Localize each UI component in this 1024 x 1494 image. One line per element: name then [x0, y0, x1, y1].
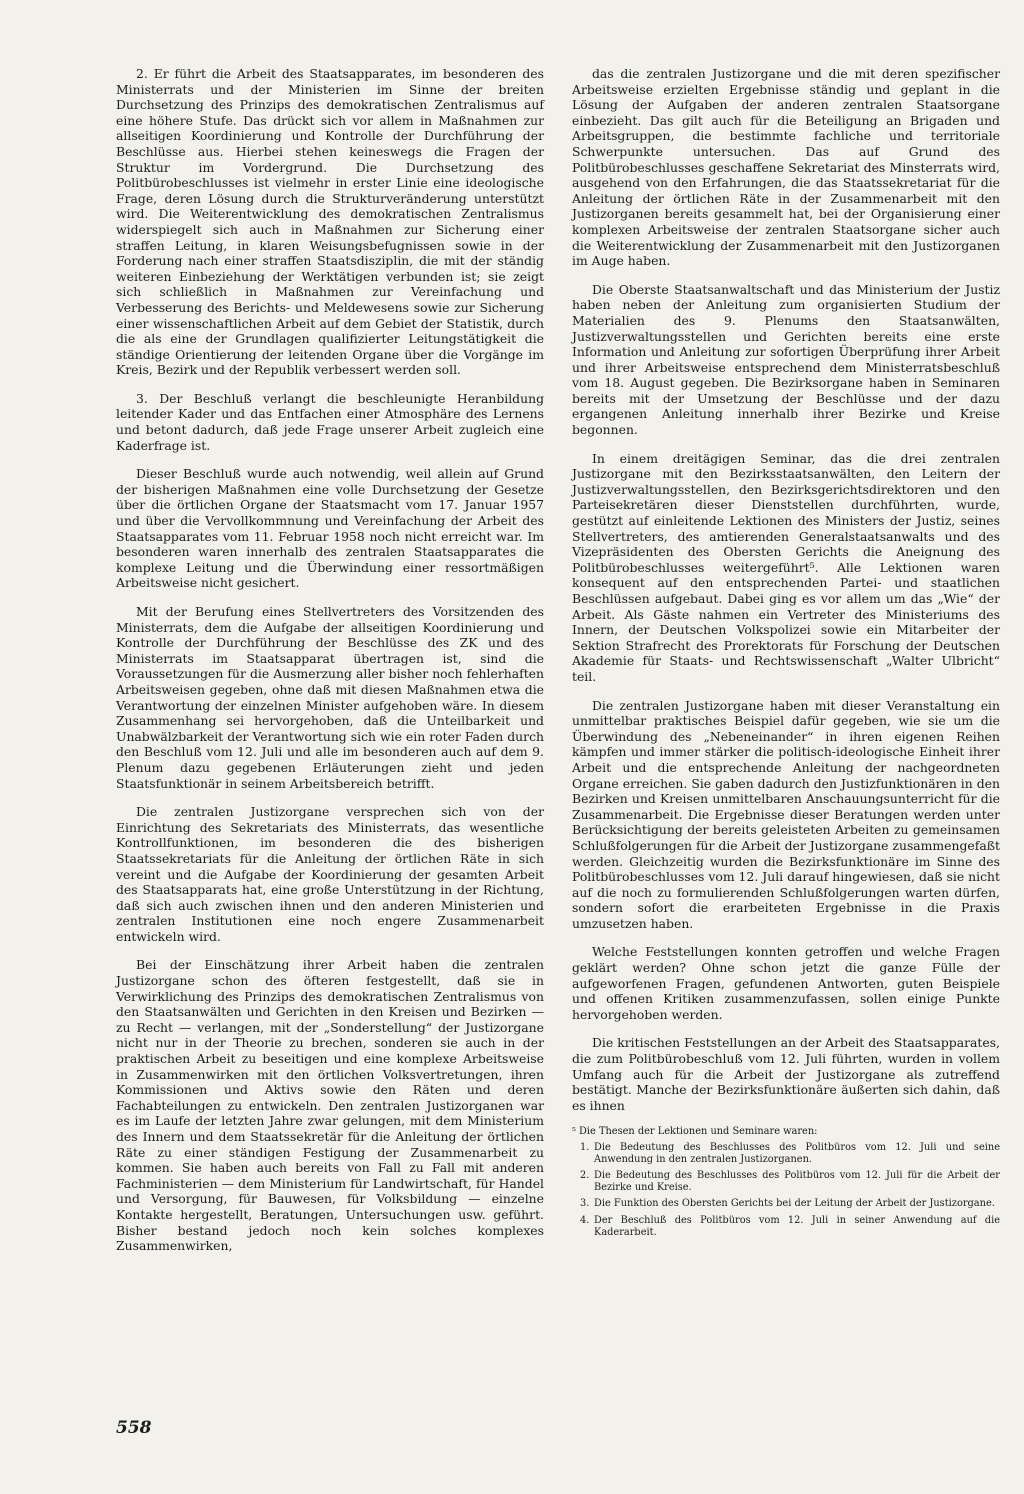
- paragraph: Die zentralen Justizorgane versprechen sich von der Einrichtung des Sekretariats des Ministerrats, das wesentliche Kontrollfunktionen, im besonderen die des bisherigen Staatssekretariats für die Anleitung der örtlichen Räte in sich vereint und die Aufgabe der Koordinierung der gesamten Arbeit des Staatsapparats hat, eine große Unterstützung in der Richtung, daß sich auch zwischen ihnen und den anderen Ministerien und zentralen Institutionen eine noch engere Zusammenarbeit entwickeln wird.: [116, 804, 544, 944]
- right-column: [572, 66, 1000, 1267]
- footnote-item-text: Die Funktion des Obersten Gerichts bei der Leitung der Arbeit der Justizorgane.: [594, 1198, 995, 1210]
- text-columns: [116, 66, 1024, 1267]
- footnote-item: [572, 1198, 1000, 1210]
- footnote-item-number: 2.: [580, 1170, 590, 1182]
- paragraph: Die kritischen Feststellungen an der Arbeit des Staatsapparates, die zum Politbürobeschluß vom 12. Juli führten, wurden in vollem Umfang auch für die Arbeit der Justizorgane als zutreffend bestätigt. Manche der Bezirksfunktionäre äußerten sich dahin, daß es ihnen: [572, 1035, 1000, 1113]
- paragraph: 3. Der Beschluß verlangt die beschleunigte Heranbildung leitender Kader und das Entfachen einer Atmosphäre des Lernens und betont dadurch, daß jede Frage unserer Arbeit zugleich eine Kaderfrage ist.: [116, 390, 544, 453]
- paragraph: Die Oberste Staatsanwaltschaft und das Ministerium der Justiz haben neben der Anleitung zum organisierten Studium der Materialien des 9. Plenums den Staatsanwälten, Justizverwaltungsstellen und Gerichten bereits eine erste Information und Anleitung zur sofortigen Überprüfung ihrer Arbeit und ihrer Arbeitsweise entsprechend dem Ministerratsbeschluß vom 18. August gegeben. Die Bezirksorgane haben in Seminaren bereits mit der Umsetzung der Beschlüsse und der dazu ergangenen Anleitung innerhalb ihrer Bezirke und Kreise begonnen.: [572, 281, 1000, 438]
- footnote-item-text: Der Beschluß des Politbüros vom 12. Juli in seiner Anwendung auf die Kaderarbeit.: [594, 1214, 1000, 1238]
- paragraph: 2. Er führt die Arbeit des Staatsapparates, im besonderen des Ministerrats und der Ministerien im Sinne der breiten Durchsetzung des Prinzips des demokratischen Zentralismus auf eine höhere Stufe. Das drückt sich vor allem in Maßnahmen zur allseitigen Koordinierung und Kontrolle der Durchführung der Beschlüsse aus. Hierbei stehen keineswegs die Fragen der Struktur im Vordergrund. Die Durchsetzung des Politbürobeschlusses ist vielmehr in erster Linie eine ideologische Frage, deren Lösung durch die Strukturveränderung unterstützt wird. Die Weiterentwicklung des demokratischen Zentralismus widerspiegelt sich auch in Maßnahmen zur Sicherung einer straffen Leitung, in klaren Weisungsbefugnissen sowie in der Forderung nach einer straffen Staatsdisziplin, die mit der ständig weiteren Einbeziehung der Werktätigen verbunden ist; sie zeigt sich schließlich in Maßnahmen zur Vereinfachung und Verbesserung des Berichts- und Meldewesens sowie zur Sicherung einer wissenschaftlichen Arbeit auf dem Gebiet der Statistik, durch die als eine der Grundlagen qualifizierter Leitungstätigkeit die ständige Orientierung der leitenden Organe über die Vorgänge im Kreis, Bezirk und der Republik verbessert werden soll.: [116, 66, 544, 378]
- paragraph: In einem dreitägigen Seminar, das die drei zentralen Justizorgane mit den Bezirksstaatsanwälten, den Leitern der Justizverwaltungsstellen, den Bezirksgerichtsdirektoren und den Parteisekretären dieser Dienststellen durchführten, wurde, gestützt auf einleitende Lektionen des Ministers der Justiz, seines Stellvertreters, des amtierenden Generalstaatsanwalts und des Vizepräsidenten des Obersten Gerichts die Aneignung des Politbürobeschlusses weitergeführt⁵. Alle Lektionen waren konsequent auf den entsprechenden Partei- und staatlichen Beschlüssen aufgebaut. Dabei ging es vor allem um das „Wie“ der Arbeit. Als Gäste nahmen ein Vertreter des Ministeriums des Innern, der Deutschen Volkspolizei sowie ein Mitarbeiter der Sektion Strafrecht des Prorektorats für Forschung der Deutschen Akademie für Staats- und Rechtswissenschaft „Walter Ulbricht“ teil.: [572, 450, 1000, 684]
- paragraph: das die zentralen Justizorgane und die mit deren spezifischer Arbeitsweise erzielten Ergebnisse ständig und geplant in die Lösung der Aufgaben der anderen zentralen Staatsorgane einbezieht. Das gilt auch für die Beteiligung an Brigaden und Arbeitsgruppen, die bestimmte fachliche und territoriale Schwerpunkte untersuchen. Das auf Grund des Politbürobeschlusses geschaffene Sekretariat des Minsterrats wird, ausgehend von den Erfahrungen, die das Staatssekretariat für die Anleitung der örtlichen Räte in der Zusammenarbeit mit den Justizorganen bereits gesammelt hat, bei der Organisierung einer komplexen Arbeitsweise der zentralen Staatsorgane sicher auch die Weiterentwicklung der Zusammenarbeit mit den Justizorganen im Auge haben.: [572, 66, 1000, 269]
- footnote-item-text: Die Bedeutung des Beschlusses des Politbüros vom 12. Juli und seine Anwendung in den zentralen Justizorganen.: [594, 1141, 1000, 1165]
- paragraph: Bei der Einschätzung ihrer Arbeit haben die zentralen Justizorgane schon des öfteren festgestellt, daß sie in Verwirklichung des Prinzips des demokratischen Zentralismus von den Staatsanwälten und Gerichten in den Kreisen und Bezirken — zu Recht — verlangen, mit der „Sonderstellung“ der Justizorgane nicht nur in der Theorie zu brechen, sonderen sie auch in der praktischen Arbeit zu beseitigen und eine komplexe Arbeitsweise in Zusammenwirken mit den örtlichen Volksvertretungen, ihren Kommissionen und Aktivs sowie den Räten und deren Fachabteilungen zu entwickeln. Den zentralen Justizorganen war es im Laufe der letzten Jahre zwar gelungen, mit dem Ministerium des Innern und dem Staatssekretär für die Anleitung der örtlichen Räte zu einer ständigen Festigung der Zusammenarbeit zu kommen. Sie haben auch bereits von Fall zu Fall mit anderen Fachministerien — dem Ministerium für Landwirtschaft, für Handel und Versorgung, für Bauwesen, für Volksbildung — einzelne Kontakte hergestellt, Beratungen, Untersuchungen usw. geführt. Bisher bestand jedoch noch kein solches komplexes Zusammenwirken,: [116, 957, 544, 1254]
- footnote-item-text: Die Bedeutung des Beschlusses des Politbüros vom 12. Juli für die Arbeit der Bezirke und Kreise.: [594, 1170, 1000, 1194]
- footnote-item-number: 3.: [580, 1198, 590, 1210]
- footnote-item-number: 4.: [580, 1214, 590, 1226]
- footnote-intro: ⁵ Die Thesen der Lektionen und Seminare waren:: [572, 1126, 818, 1138]
- paragraph: Dieser Beschluß wurde auch notwendig, weil allein auf Grund der bisherigen Maßnahmen eine volle Durchsetzung der Gesetze über die örtlichen Organe der Staatsmacht vom 17. Januar 1957 und über die Vervollkommnung und Vereinfachung der Arbeit des Staatsapparates vom 11. Februar 1958 noch nicht erreicht war. Im besonderen waren innerhalb des zentralen Staatsapparates die komplexe Leitung und die Überwindung einer ressortmäßigen Arbeitsweise nicht gesichert.: [116, 466, 544, 591]
- footnote-item: [572, 1142, 1000, 1166]
- footnote-list: [572, 1142, 1000, 1239]
- footnote-item: [572, 1215, 1000, 1239]
- paragraph: Die zentralen Justizorgane haben mit dieser Veranstaltung ein unmittelbar praktisches Beispiel dafür gegeben, wie sie um die Überwindung des „Nebeneinander“ in ihren eigenen Reihen kämpfen und immer stärker die politisch-ideologische Einheit ihrer Arbeit und die entsprechende Anleitung der nachgeordneten Organe erreichen. Sie gaben dadurch den Justizfunktionären in den Bezirken und Kreisen unmittelbaren Anschauungsunterricht für die Zusammenarbeit. Die Ergebnisse dieser Beratungen werden unter Berücksichtigung der bereits geleisteten Arbeiten zu gemeinsamen Schlußfolgerungen für die Arbeit der Justizorgane zusammengefaßt werden. Gleichzeitig wurden die Bezirksfunktionäre im Sinne des Politbürobeschlusses vom 12. Juli darauf hingewiesen, daß sie nicht auf die noch zu formulierenden Schlußfolgerungen warten dürfen, sondern sofort die erarbeiteten Ergebnisse in die Praxis umzusetzen haben.: [572, 697, 1000, 931]
- footnote: [572, 1126, 1000, 1239]
- page-number: 558: [116, 1418, 152, 1438]
- paragraph: Welche Feststellungen konnten getroffen und welche Fragen geklärt werden? Ohne schon jetzt die ganze Fülle der aufgeworfenen Fragen, gefundenen Antworten, guten Beispiele und offenen Kritiken zusammenzufassen, sollen einige Punkte hervorgehoben werden.: [572, 944, 1000, 1022]
- paragraph: Mit der Berufung eines Stellvertreters des Vorsitzenden des Ministerrats, dem die Aufgabe der allseitigen Koordinierung und Kontrolle der Durchführung der Beschlüsse des ZK und des Ministerrats im Staatsapparat übertragen ist, sind die Voraussetzungen für die Ausmerzung aller bisher noch fehlerhaften Arbeitsweisen gegeben, ohne daß mit diesen Maßnahmen etwa die Verantwortung der einzelnen Minister aufgehoben wäre. In diesem Zusammenhang sei hervorgehoben, daß die Unteilbarkeit und Unabwälzbarkeit der Verantwortung sich wie ein roter Faden durch den Beschluß vom 12. Juli und alle im besonderen auch auf dem 9. Plenum dazu gegebenen Erläuterungen zieht und jeden Staatsfunktionär in seinem Arbeitsbereich betrifft.: [116, 604, 544, 791]
- footnote-item: [572, 1170, 1000, 1194]
- footnote-item-number: 1.: [580, 1141, 590, 1153]
- left-column: [116, 66, 544, 1267]
